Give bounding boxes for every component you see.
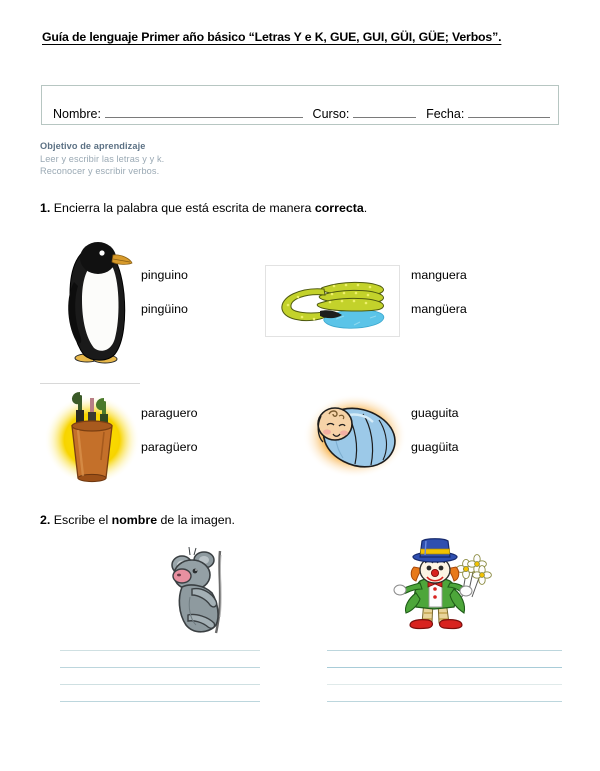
clown-illustration (382, 537, 494, 637)
objective-line-1: Leer y escribir las letras y y k. (40, 153, 165, 164)
penguin-illustration (58, 238, 138, 368)
course-label: Curso: (312, 107, 350, 121)
writing-line[interactable] (60, 650, 260, 651)
koala-illustration (170, 545, 240, 637)
option-guaguita-dieresis[interactable]: guagüita (411, 440, 459, 454)
word-pair-penguin (141, 268, 188, 316)
writing-line[interactable] (60, 701, 260, 702)
exercise-2-bold-word: nombre (111, 513, 158, 527)
option-pinguino-dieresis[interactable]: pingüino (141, 302, 188, 316)
option-pinguino[interactable]: pinguino (141, 268, 188, 282)
divider-above-umbrella-stand (40, 383, 140, 384)
answer-lines-clown[interactable] (327, 650, 562, 702)
writing-line[interactable] (60, 684, 260, 685)
option-paraguero[interactable]: paraguero (141, 406, 198, 420)
garden-hose-illustration (272, 275, 397, 333)
writing-line[interactable] (327, 650, 562, 651)
exercise-2-number: 2. (40, 513, 51, 527)
exercise-2-text-before: Escribe el (53, 513, 112, 527)
exercise-2-heading (40, 513, 235, 527)
objective-heading: Objetivo de aprendizaje (40, 141, 146, 151)
exercise-1-bold-word: correcta (314, 201, 364, 215)
exercise-1-number: 1. (40, 201, 51, 215)
word-pair-umbrella-stand (141, 406, 198, 454)
exercise-1-heading (40, 201, 367, 215)
exercise-1-text-after: . (363, 201, 368, 215)
writing-line[interactable] (327, 667, 562, 668)
word-pair-baby (411, 406, 459, 454)
writing-line[interactable] (327, 684, 562, 685)
option-guaguita[interactable]: guaguita (411, 406, 459, 420)
objective-line-2: Reconocer y escribir verbos. (40, 166, 160, 177)
course-input[interactable] (353, 106, 416, 118)
date-input[interactable] (468, 106, 550, 118)
writing-line[interactable] (327, 701, 562, 702)
umbrella-stand-illustration (42, 386, 142, 484)
swaddled-baby-illustration (303, 392, 408, 480)
name-label: Nombre: (53, 107, 101, 121)
learning-objective (40, 140, 360, 178)
exercise-2-text-after: de la imagen. (157, 513, 235, 527)
option-paraguero-dieresis[interactable]: paragüero (141, 440, 198, 454)
option-manguera-dieresis[interactable]: mangüera (411, 302, 467, 316)
student-info-row (53, 106, 550, 121)
writing-line[interactable] (60, 667, 260, 668)
answer-lines-koala[interactable] (60, 650, 260, 702)
option-manguera[interactable]: manguera (411, 268, 467, 282)
name-input[interactable] (105, 106, 303, 118)
date-label: Fecha: (426, 107, 465, 121)
student-info-box (41, 85, 559, 125)
exercise-1-text-before: Encierra la palabra que está escrita de manera (53, 201, 315, 215)
word-pair-hose (411, 268, 467, 316)
page-title: Guía de lenguaje Primer año básico “Letras Y e K, GUE, GUI, GÜI, GÜE; Verbos”. (42, 30, 502, 44)
